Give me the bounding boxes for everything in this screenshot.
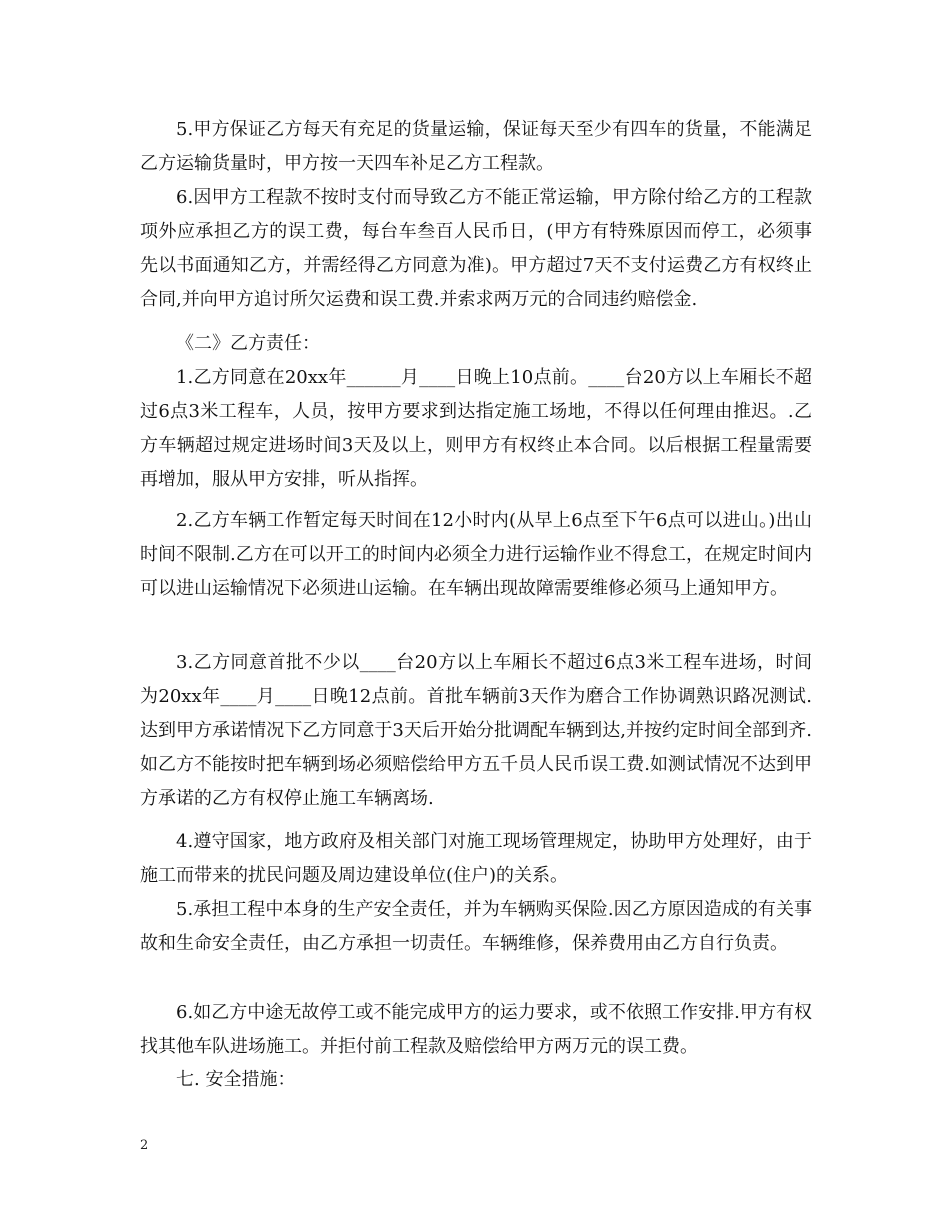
clause-b3: 3.乙方同意首批不少以____台20方以上车厢长不超过6点3米工程车进场，时间为20xx年____月____日晚12点前。首批车辆前3天作为磨合工作协调熟识路况测试.达到甲方承诺情况下乙方同意于3天后开始分批调配车辆到达,并按约定时间全部到齐.如乙方不能按时把车辆到场必须赔偿给甲方五千员人民币误工费.如测试情况不达到甲方承诺的乙方有权停止施工车辆离场.: [140, 652, 812, 809]
section-heading-safety: 七. 安全措施：: [176, 1069, 296, 1090]
clause-b5: 5.承担工程中本身的生产安全责任，并为车辆购买保险.因乙方原因造成的有关事故和生命安全责任，由乙方承担一切责任。车辆维修，保养费用由乙方自行负责。: [140, 899, 812, 954]
clause-a6: 6.因甲方工程款不按时支付而导致乙方不能正常运输，甲方除付给乙方的工程款项外应承担乙方的误工费，每台车叁百人民币日，(甲方有特殊原因而停工，必须事先以书面通知乙方，并需经得乙方同意为准)。甲方超过7天不支付运费乙方有权终止合同,并向甲方追讨所欠运费和误工费.并索求两万元的合同违约赔偿金.: [140, 187, 812, 310]
page-number: 2: [140, 1138, 149, 1153]
clause-b2: 2.乙方车辆工作暂定每天时间在12小时内(从早上6点至下午6点可以进山。)出山时间不限制.乙方在可以开工的时间内必须全力进行运输作业不得怠工，在规定时间内可以进山运输情况下必须进山运输。在车辆出现故障需要维修必须马上通知甲方。: [140, 510, 812, 599]
clause-b4: 4.遵守国家，地方政府及相关部门对施工现场管理规定，协助甲方处理好，由于施工而带来的扰民问题及周边建设单位(住户)的关系。: [140, 831, 812, 886]
section-heading-party-b: 《二》乙方责任：: [176, 333, 320, 354]
clause-b6: 6.如乙方中途无故停工或不能完成甲方的运力要求，或不依照工作安排.甲方有权找其他车队进场施工。并拒付前工程款及赔偿给甲方两万元的误工费。: [140, 1002, 812, 1057]
clause-b1: 1.乙方同意在20xx年______月____日晚上10点前。____台20方以上车厢长不超过6点3米工程车，人员，按甲方要求到达指定施工场地，不得以任何理由推迟。.乙方车辆超过规定进场时间3天及以上，则甲方有权终止本合同。以后根据工程量需要再增加，服从甲方安排，听从指挥。: [140, 367, 812, 490]
clause-a5: 5.甲方保证乙方每天有充足的货量运输，保证每天至少有四车的货量，不能满足乙方运输货量时，甲方按一天四车补足乙方工程款。: [140, 119, 812, 174]
